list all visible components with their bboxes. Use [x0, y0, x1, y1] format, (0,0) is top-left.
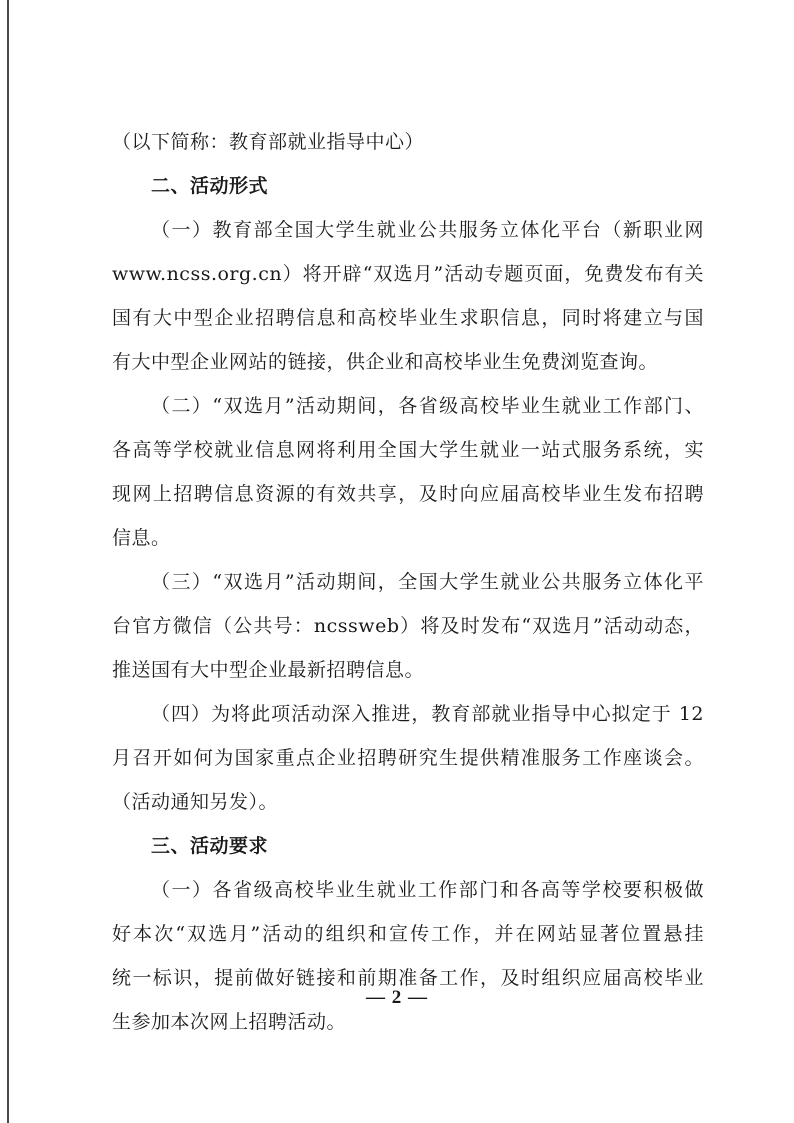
text-line: 月召开如何为国家重点企业招聘研究生提供精准服务工作座谈会。 — [112, 747, 704, 769]
scan-edge-line — [7, 0, 9, 1123]
text-line: 统一标识，提前做好链接和前期准备工作，及时组织应届高校毕业 — [112, 967, 704, 989]
text-line: 台官方微信（公共号：ncssweb）将及时发布“双选月”活动动态， — [112, 615, 704, 637]
text-line: （活动通知另发）。 — [112, 791, 279, 813]
text-line: （以下简称：教育部就业指导中心） — [112, 131, 425, 153]
text-line: 国有大中型企业招聘信息和高校毕业生求职信息，同时将建立与国 — [112, 307, 704, 329]
text-line: 信息。 — [112, 527, 171, 549]
text-line: （二）“双选月”活动期间，各省级高校毕业生就业工作部门、 — [151, 395, 704, 417]
section-heading: 三、活动要求 — [151, 835, 269, 857]
text-line: 现网上招聘信息资源的有效共享，及时向应届高校毕业生发布招聘 — [112, 483, 704, 505]
text-line: 有大中型企业网站的链接，供企业和高校毕业生免费浏览查询。 — [112, 351, 659, 373]
text-line: 各高等学校就业信息网将利用全国大学生就业一站式服务系统，实 — [112, 439, 704, 461]
text-line: （四）为将此项活动深入推进，教育部就业指导中心拟定于 12 — [151, 703, 704, 725]
section-heading: 二、活动形式 — [151, 175, 269, 197]
text-line: 推送国有大中型企业最新招聘信息。 — [112, 659, 425, 681]
text-line: （一）各省级高校毕业生就业工作部门和各高等学校要积极做 — [151, 879, 704, 901]
text-line: 生参加本次网上招聘活动。 — [112, 1011, 347, 1033]
text-line: （一）教育部全国大学生就业公共服务立体化平台（新职业网 — [151, 219, 704, 241]
page-number: — 2 — — [366, 987, 428, 1008]
text-line: （三）“双选月”活动期间，全国大学生就业公共服务立体化平 — [151, 571, 704, 593]
text-line: 好本次“双选月”活动的组织和宣传工作，并在网站显著位置悬挂 — [112, 923, 704, 945]
text-line: www.ncss.org.cn）将开辟“双选月”活动专题页面，免费发布有关 — [112, 263, 704, 285]
